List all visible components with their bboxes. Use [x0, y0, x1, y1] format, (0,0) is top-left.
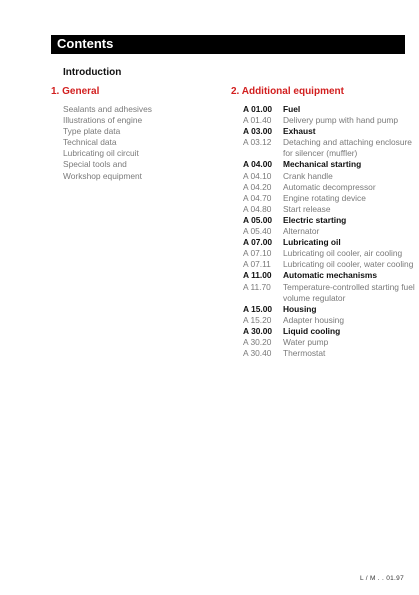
equipment-title: Lubricating oil cooler, water cooling	[283, 259, 414, 270]
equipment-subitem[interactable]	[243, 226, 415, 237]
equipment-code: A 11.70	[243, 281, 271, 292]
equipment-group-item[interactable]	[243, 237, 415, 248]
equipment-code: A 07.10	[243, 248, 272, 259]
general-topic-item[interactable]: Type plate data	[63, 126, 121, 137]
general-topic-item[interactable]: Lubricating oil circuit	[63, 148, 139, 159]
equipment-title: Alternator	[283, 226, 320, 237]
equipment-title: Automatic decompressor	[283, 181, 376, 192]
equipment-group-item[interactable]	[243, 104, 415, 115]
equipment-code: A 01.00	[243, 104, 273, 114]
equipment-code: A 03.12	[243, 137, 272, 148]
general-topic-item[interactable]: Illustrations of engine	[63, 115, 143, 126]
equipment-title: Mechanical starting	[283, 159, 362, 170]
equipment-title: Housing	[283, 303, 317, 314]
equipment-title: Fuel	[283, 104, 301, 114]
equipment-code: A 05.00	[243, 214, 273, 225]
equipment-code: A 07.11	[243, 259, 271, 270]
equipment-title: Thermostat	[283, 348, 326, 359]
equipment-title: Lubricating oil cooler, air cooling	[283, 248, 403, 259]
equipment-code: A 07.00	[243, 237, 273, 248]
general-topic-item[interactable]: Sealants and adhesives	[63, 104, 152, 114]
equipment-title: Adapter housing	[283, 314, 344, 325]
equipment-code: A 30.40	[243, 348, 272, 359]
equipment-title: Exhaust	[283, 126, 316, 137]
equipment-code: A 11.00	[243, 270, 272, 281]
equipment-group-item[interactable]	[243, 326, 415, 337]
equipment-group-item[interactable]	[243, 159, 415, 170]
equipment-code: A 30.00	[243, 325, 273, 336]
equipment-subitem[interactable]	[243, 248, 415, 259]
equipment-subitem[interactable]	[243, 315, 415, 326]
contents-header-bar	[51, 35, 405, 54]
equipment-subitem[interactable]	[243, 337, 415, 348]
equipment-code: A 15.20	[243, 314, 272, 325]
equipment-code: A 04.00	[243, 159, 273, 170]
equipment-title: Lubricating oil	[283, 237, 341, 248]
equipment-title: Automatic mechanisms	[283, 270, 378, 281]
section-general-heading[interactable]: 1. General	[51, 86, 100, 97]
equipment-code: A 04.80	[243, 203, 272, 214]
equipment-subitem[interactable]	[243, 171, 415, 182]
equipment-title: Engine rotating device	[283, 192, 366, 203]
equipment-title: Crank handle	[283, 170, 333, 181]
equipment-group-item[interactable]	[243, 304, 415, 315]
equipment-subitem[interactable]	[243, 182, 415, 193]
equipment-code: A 05.40	[243, 226, 272, 237]
equipment-title: Liquid cooling	[283, 325, 341, 336]
equipment-subitem[interactable]	[243, 204, 415, 215]
equipment-code: A 30.20	[243, 336, 272, 347]
additional-equipment-list	[243, 104, 415, 359]
equipment-title: Electric starting	[283, 214, 347, 225]
equipment-code: A 04.70	[243, 192, 272, 203]
equipment-title: Water pump	[283, 336, 329, 347]
equipment-title: Start release	[283, 203, 331, 214]
equipment-subitem[interactable]	[243, 137, 415, 159]
general-topic-list	[63, 104, 152, 182]
equipment-subitem[interactable]	[243, 115, 415, 126]
introduction-heading[interactable]: Introduction	[63, 67, 122, 78]
equipment-title: Temperature-controlled starting fuel volume regulator	[283, 281, 415, 303]
equipment-group-item[interactable]	[243, 270, 415, 281]
equipment-title: Delivery pump with hand pump	[283, 115, 398, 126]
document-reference: L / M . . 01.97	[359, 575, 404, 582]
equipment-subitem[interactable]	[243, 348, 415, 359]
equipment-title: Detaching and attaching enclosure for silencer (muffler)	[283, 137, 412, 159]
equipment-code: A 03.00	[243, 126, 273, 137]
section-additional-equipment-heading[interactable]: 2. Additional equipment	[231, 86, 344, 97]
equipment-code: A 15.00	[243, 303, 273, 314]
general-topic-item[interactable]: Workshop equipment	[63, 170, 142, 181]
general-topic-item[interactable]: Technical data	[63, 137, 117, 148]
equipment-subitem[interactable]	[243, 259, 415, 270]
equipment-group-item[interactable]	[243, 126, 415, 137]
general-topic-item[interactable]: Special tools and	[63, 159, 127, 170]
equipment-code: A 04.10	[243, 170, 272, 181]
equipment-code: A 04.20	[243, 181, 272, 192]
equipment-subitem[interactable]	[243, 282, 415, 304]
equipment-group-item[interactable]	[243, 215, 415, 226]
equipment-code: A 01.40	[243, 115, 272, 126]
equipment-subitem[interactable]	[243, 193, 415, 204]
page-title: Contents	[57, 36, 114, 51]
